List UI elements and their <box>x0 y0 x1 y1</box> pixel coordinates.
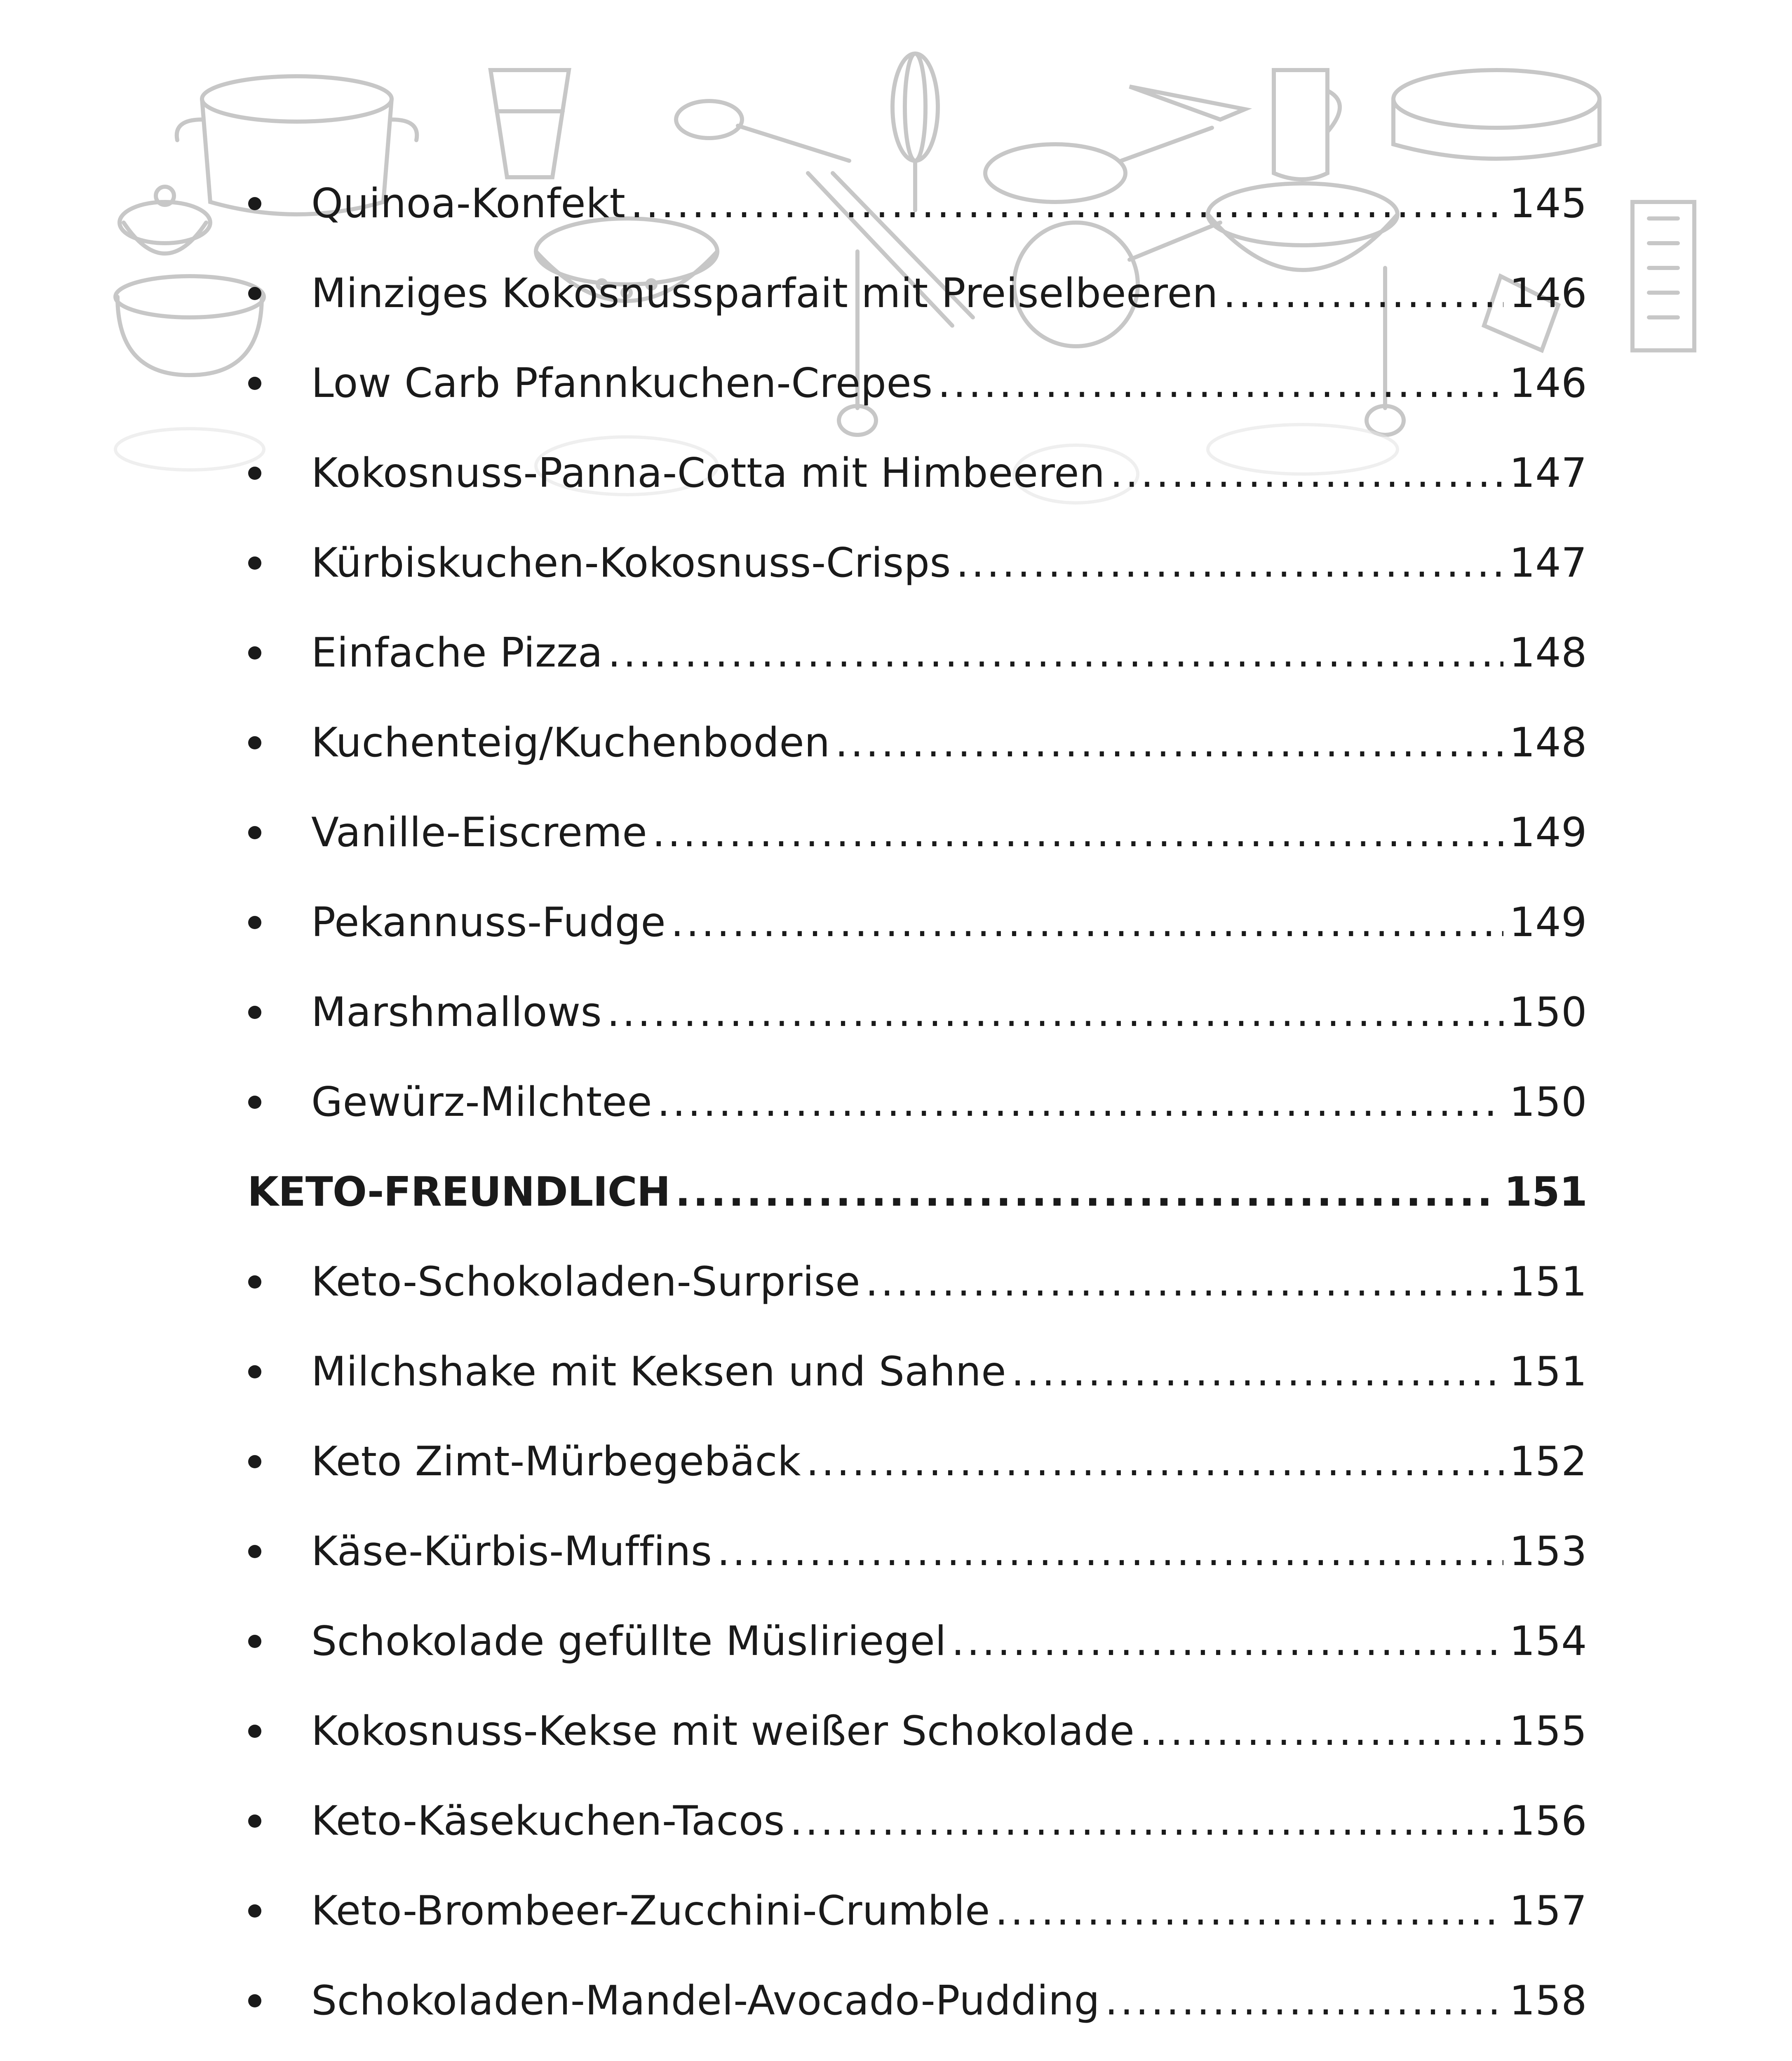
toc-entry-line <box>311 809 1587 856</box>
dot-leader <box>675 1169 1498 1216</box>
dot-leader <box>671 899 1503 946</box>
toc-page-number: 146 <box>1509 270 1587 317</box>
sugar-bowl-icon <box>120 187 210 254</box>
toc-page-number: 155 <box>1509 1708 1587 1755</box>
toc-entry-line <box>311 1887 1587 1934</box>
toc-entry-line <box>311 1258 1587 1305</box>
table-of-contents <box>247 0 1587 2061</box>
toc-page-number: 148 <box>1509 629 1587 676</box>
toc-entry-line <box>311 1708 1587 1755</box>
bullet-icon <box>248 1635 261 1648</box>
bullet-icon <box>248 1815 261 1828</box>
toc-entry-title: Gewürz-Milchtee <box>311 1079 653 1126</box>
dot-leader <box>1105 1977 1503 2024</box>
toc-entry-title: Vanille-Eiscreme <box>311 809 648 856</box>
dot-leader <box>865 1258 1503 1305</box>
toc-entry-title: Kuchenteig/Kuchenboden <box>311 719 830 766</box>
toc-entry[interactable] <box>247 249 1587 338</box>
toc-page-number: 150 <box>1509 1079 1587 1126</box>
toc-entry-title: Milchshake mit Keksen und Sahne <box>311 1348 1007 1395</box>
toc-page-number: 148 <box>1509 719 1587 766</box>
toc-page-number: 150 <box>1509 989 1587 1036</box>
toc-entry[interactable] <box>247 1866 1587 1956</box>
bullet-icon <box>248 1904 261 1918</box>
dot-leader <box>1223 270 1504 317</box>
bullet-icon <box>248 556 261 570</box>
toc-entry-line <box>311 270 1587 317</box>
toc-entry-title: Keto-Käsekuchen-Tacos <box>311 1798 785 1845</box>
dot-leader <box>835 719 1504 766</box>
toc-entry[interactable] <box>247 788 1587 878</box>
toc-entry-title: Kürbiskuchen-Kokosnuss-Crisps <box>311 540 951 587</box>
toc-entry[interactable] <box>247 518 1587 608</box>
toc-entry[interactable] <box>247 967 1587 1057</box>
toc-entry-line <box>311 719 1587 766</box>
toc-entry-line <box>311 899 1587 946</box>
dot-leader <box>806 1438 1503 1485</box>
toc-entry-title: Minziges Kokosnussparfait mit Preiselbeeren <box>311 270 1218 317</box>
dot-leader <box>608 629 1503 676</box>
dot-leader <box>630 180 1503 227</box>
toc-page-number: 146 <box>1509 360 1587 407</box>
toc-page-number: 156 <box>1509 1798 1587 1845</box>
toc-entry-title: Keto-Schokoladen-Surprise <box>311 1258 861 1305</box>
toc-entry[interactable] <box>247 159 1587 249</box>
toc-page-number: 152 <box>1509 1438 1587 1485</box>
toc-entry[interactable] <box>247 1417 1587 1507</box>
dot-leader <box>938 360 1504 407</box>
toc-page-number: 151 <box>1509 1258 1587 1305</box>
toc-entry-line <box>311 1618 1587 1665</box>
toc-entry[interactable] <box>247 1507 1587 1596</box>
toc-entry[interactable] <box>247 878 1587 967</box>
toc-entry-line <box>311 540 1587 587</box>
toc-entry[interactable] <box>247 1956 1587 2046</box>
toc-entry-line <box>311 450 1587 497</box>
toc-entry-title: Kokosnuss-Panna-Cotta mit Himbeeren <box>311 450 1105 497</box>
toc-entry-line <box>247 1169 1587 1216</box>
toc-page-number: 153 <box>1509 1528 1587 1575</box>
bullet-icon <box>248 1096 261 1109</box>
toc-entry-title: Keto-Brombeer-Zucchini-Crumble <box>311 1887 990 1934</box>
bullet-icon <box>248 377 261 390</box>
toc-entry-title: Quinoa-Konfekt <box>311 180 626 227</box>
dot-leader <box>995 1887 1504 1934</box>
toc-page-number: 151 <box>1509 1348 1587 1395</box>
toc-page-number: 147 <box>1509 540 1587 587</box>
toc-entry[interactable] <box>247 338 1587 428</box>
toc-entry[interactable] <box>247 428 1587 518</box>
dot-leader <box>657 1079 1503 1126</box>
bullet-icon <box>248 1545 261 1558</box>
toc-page-number: 145 <box>1509 180 1587 227</box>
toc-entry-line <box>311 1977 1587 2024</box>
toc-entry-line <box>311 1798 1587 1845</box>
dot-leader <box>956 540 1503 587</box>
toc-page-number: 149 <box>1509 809 1587 856</box>
toc-entry[interactable] <box>247 608 1587 698</box>
toc-section-heading[interactable] <box>247 1147 1587 1237</box>
toc-entry-title: Schokoladen-Mandel-Avocado-Pudding <box>311 1977 1100 2024</box>
toc-entry-title: Pekannuss-Fudge <box>311 899 666 946</box>
bullet-icon <box>248 646 261 660</box>
toc-entry[interactable] <box>247 1057 1587 1147</box>
bullet-icon <box>248 1455 261 1468</box>
toc-entry-title: Käse-Kürbis-Muffins <box>311 1528 712 1575</box>
dot-leader <box>951 1618 1503 1665</box>
pot-icon <box>115 276 264 375</box>
dot-leader <box>607 989 1503 1036</box>
toc-entry-line <box>311 1079 1587 1126</box>
bullet-icon <box>248 1365 261 1378</box>
dot-leader <box>652 809 1503 856</box>
toc-entry-line <box>311 629 1587 676</box>
toc-entry-line <box>311 1348 1587 1395</box>
toc-entry[interactable] <box>247 2046 1587 2061</box>
toc-entry-line <box>311 360 1587 407</box>
dot-leader <box>1110 450 1504 497</box>
dot-leader <box>790 1798 1504 1845</box>
bullet-icon <box>248 826 261 839</box>
toc-entry-line <box>311 989 1587 1036</box>
bullet-icon <box>248 1275 261 1289</box>
toc-entry[interactable] <box>247 1237 1587 1327</box>
bullet-icon <box>248 287 261 300</box>
toc-entry-title: Marshmallows <box>311 989 602 1036</box>
toc-page-number: 158 <box>1509 1977 1587 2024</box>
bullet-icon <box>248 736 261 749</box>
toc-entry[interactable] <box>247 1776 1587 1866</box>
toc-entry-line <box>311 180 1587 227</box>
toc-entry-title: Low Carb Pfannkuchen-Crepes <box>311 360 933 407</box>
toc-entry[interactable] <box>247 1596 1587 1686</box>
toc-entry-title: Schokolade gefüllte Müsliriegel <box>311 1618 946 1665</box>
bullet-icon <box>248 467 261 480</box>
bullet-icon <box>248 1725 261 1738</box>
dot-leader <box>1139 1708 1503 1755</box>
toc-page-number: 149 <box>1509 899 1587 946</box>
toc-entry[interactable] <box>247 698 1587 788</box>
toc-entry-title: Einfache Pizza <box>311 629 603 676</box>
toc-page-number: 154 <box>1509 1618 1587 1665</box>
bullet-icon <box>248 1006 261 1019</box>
toc-entry-title: Keto Zimt-Mürbegebäck <box>311 1438 801 1485</box>
bullet-icon <box>248 916 261 929</box>
dot-leader <box>1011 1348 1503 1395</box>
bullet-icon <box>248 197 261 210</box>
grater-icon <box>1632 202 1694 350</box>
toc-page-number: 151 <box>1504 1169 1587 1216</box>
toc-entry-title: Kokosnuss-Kekse mit weißer Schokolade <box>311 1708 1135 1755</box>
toc-entry[interactable] <box>247 1686 1587 1776</box>
dot-leader <box>717 1528 1504 1575</box>
toc-entry[interactable] <box>247 1327 1587 1417</box>
toc-page-number: 147 <box>1509 450 1587 497</box>
toc-entry-line <box>311 1438 1587 1485</box>
toc-page-number: 157 <box>1509 1887 1587 1934</box>
toc-entry-title: KETO-FREUNDLICH <box>247 1169 670 1216</box>
bullet-icon <box>248 1994 261 2007</box>
toc-entry-line <box>311 1528 1587 1575</box>
